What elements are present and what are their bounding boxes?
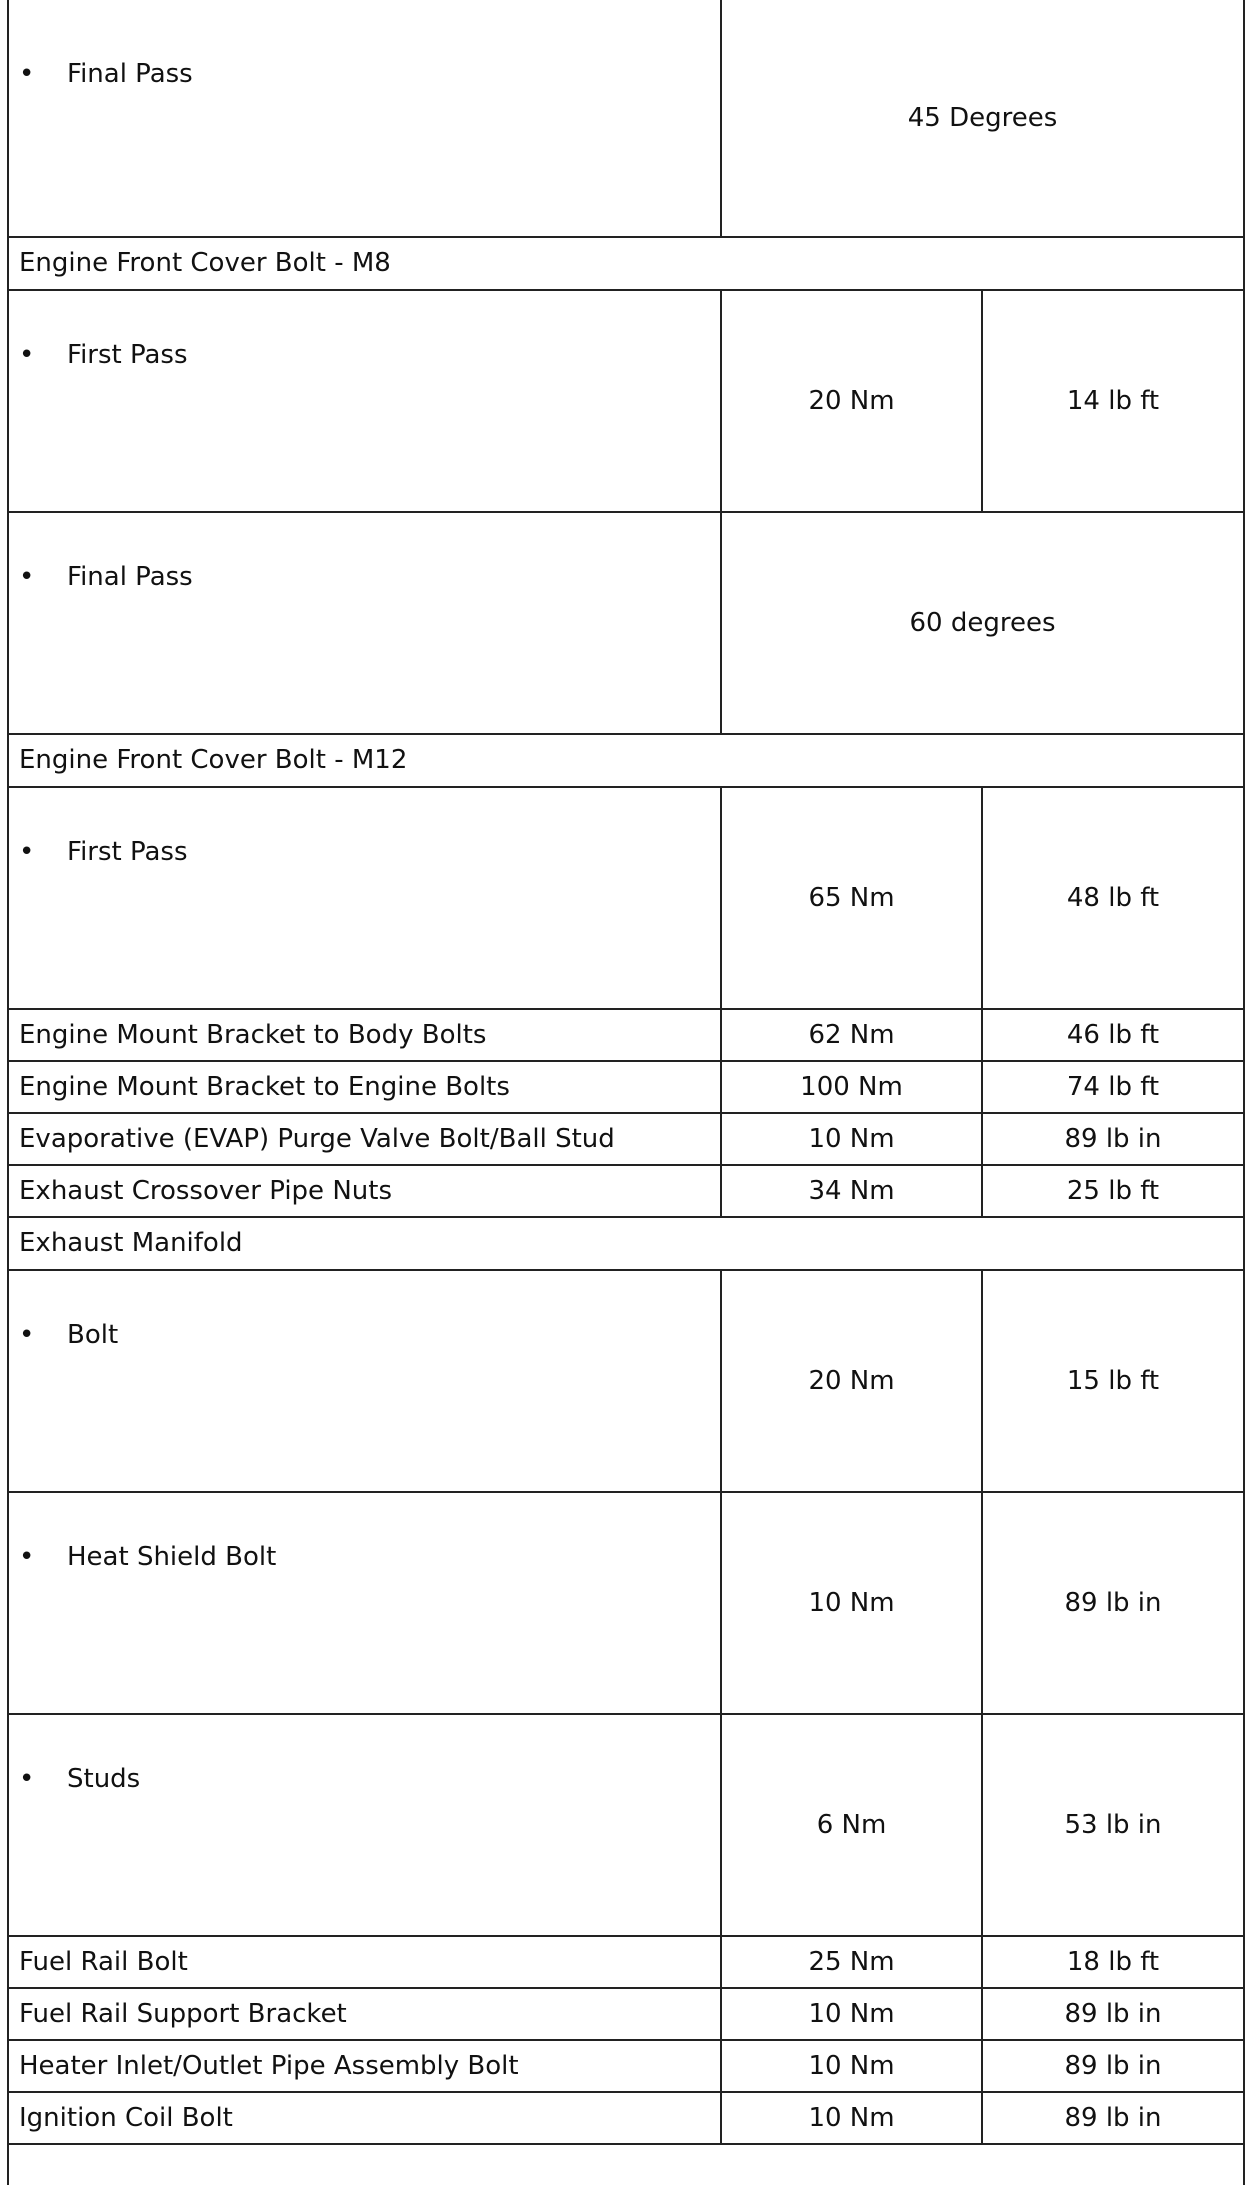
sub-spec-row <box>8 512 1244 734</box>
spec-label: Bolt <box>67 1320 119 1350</box>
torque-spec-document <box>7 0 1243 2133</box>
metric-value-cell: 10 Nm <box>721 2092 982 2144</box>
spec-row <box>8 1113 1244 1165</box>
english-value-cell: 15 lb ft <box>982 1270 1244 1492</box>
torque-spec-table-body <box>8 0 1244 2185</box>
metric-value-cell: 20 Nm <box>721 1270 982 1492</box>
english-value-cell: 46 lb ft <box>982 1009 1244 1061</box>
metric-value-cell: 62 Nm <box>721 1009 982 1061</box>
spec-label: First Pass <box>67 340 188 370</box>
sub-spec-row <box>8 787 1244 1009</box>
english-value-cell: 14 lb ft <box>982 290 1244 512</box>
torque-spec-table <box>7 0 1245 2185</box>
metric-value-cell: 34 Nm <box>721 1165 982 1217</box>
english-value-cell: 74 lb ft <box>982 1061 1244 1113</box>
english-value-cell: 25 lb ft <box>982 1165 1244 1217</box>
bullet-icon: • <box>19 340 35 370</box>
section-header-row <box>8 734 1244 787</box>
spec-row <box>8 1936 1244 1988</box>
spec-label: Final Pass <box>67 562 193 592</box>
section-header-label: Engine Front Cover Bolt - M12 <box>8 734 1244 787</box>
spec-label-cell <box>8 512 721 734</box>
spec-row <box>8 2092 1244 2144</box>
spec-label: Heat Shield Bolt <box>67 1542 277 1572</box>
english-value-cell: 48 lb ft <box>982 787 1244 1009</box>
spec-label-cell: Exhaust Crossover Pipe Nuts <box>8 1165 721 1217</box>
bullet-icon: • <box>19 562 35 592</box>
bullet-icon: • <box>19 1320 35 1350</box>
metric-value-cell: 20 Nm <box>721 290 982 512</box>
english-value-cell: 18 lb ft <box>982 1936 1244 1988</box>
sub-spec-row <box>8 1492 1244 1714</box>
section-header-label: Engine Front Cover Bolt - M8 <box>8 237 1244 290</box>
english-value-cell: 89 lb in <box>982 1988 1244 2040</box>
spec-label-cell: Heater Inlet/Outlet Pipe Assembly Bolt <box>8 2040 721 2092</box>
spec-label-cell <box>8 290 721 512</box>
bullet-icon: • <box>19 59 35 89</box>
spec-label-cell: Fuel Rail Support Bracket <box>8 1988 721 2040</box>
empty-table-row <box>8 2144 1244 2185</box>
english-value-cell: 89 lb in <box>982 1492 1244 1714</box>
metric-value-cell: 100 Nm <box>721 1061 982 1113</box>
section-header-row <box>8 1217 1244 1270</box>
spec-label-cell <box>8 0 721 237</box>
spec-label: Studs <box>67 1764 141 1794</box>
metric-value-cell: 10 Nm <box>721 1492 982 1714</box>
spec-row <box>8 1061 1244 1113</box>
spec-row <box>8 2040 1244 2092</box>
english-value-cell: 89 lb in <box>982 2040 1244 2092</box>
metric-value-cell: 6 Nm <box>721 1714 982 1936</box>
english-value-cell: 89 lb in <box>982 1113 1244 1165</box>
spec-label-cell: Evaporative (EVAP) Purge Valve Bolt/Ball Stud <box>8 1113 721 1165</box>
section-header-row <box>8 237 1244 290</box>
english-value-cell: 89 lb in <box>982 2092 1244 2144</box>
english-value-cell: 53 lb in <box>982 1714 1244 1936</box>
metric-value-cell: 10 Nm <box>721 1113 982 1165</box>
metric-value-cell: 10 Nm <box>721 1988 982 2040</box>
angle-value-cell: 45 Degrees <box>721 0 1244 237</box>
angle-value-cell: 60 degrees <box>721 512 1244 734</box>
spec-label: First Pass <box>67 837 188 867</box>
spec-label: Final Pass <box>67 59 193 89</box>
sub-spec-row <box>8 1714 1244 1936</box>
empty-cell <box>8 2144 1244 2185</box>
bullet-icon: • <box>19 1764 35 1794</box>
spec-label-cell: Ignition Coil Bolt <box>8 2092 721 2144</box>
sub-spec-row <box>8 290 1244 512</box>
sub-spec-row <box>8 1270 1244 1492</box>
spec-label-cell <box>8 1492 721 1714</box>
sub-spec-row <box>8 0 1244 237</box>
spec-label-cell <box>8 1714 721 1936</box>
section-header-label: Exhaust Manifold <box>8 1217 1244 1270</box>
spec-row <box>8 1165 1244 1217</box>
spec-label-cell: Fuel Rail Bolt <box>8 1936 721 1988</box>
spec-label-cell <box>8 1270 721 1492</box>
spec-label-cell: Engine Mount Bracket to Body Bolts <box>8 1009 721 1061</box>
metric-value-cell: 25 Nm <box>721 1936 982 1988</box>
spec-label-cell: Engine Mount Bracket to Engine Bolts <box>8 1061 721 1113</box>
spec-row <box>8 1009 1244 1061</box>
spec-row <box>8 1988 1244 2040</box>
metric-value-cell: 10 Nm <box>721 2040 982 2092</box>
bullet-icon: • <box>19 837 35 867</box>
bullet-icon: • <box>19 1542 35 1572</box>
metric-value-cell: 65 Nm <box>721 787 982 1009</box>
spec-label-cell <box>8 787 721 1009</box>
